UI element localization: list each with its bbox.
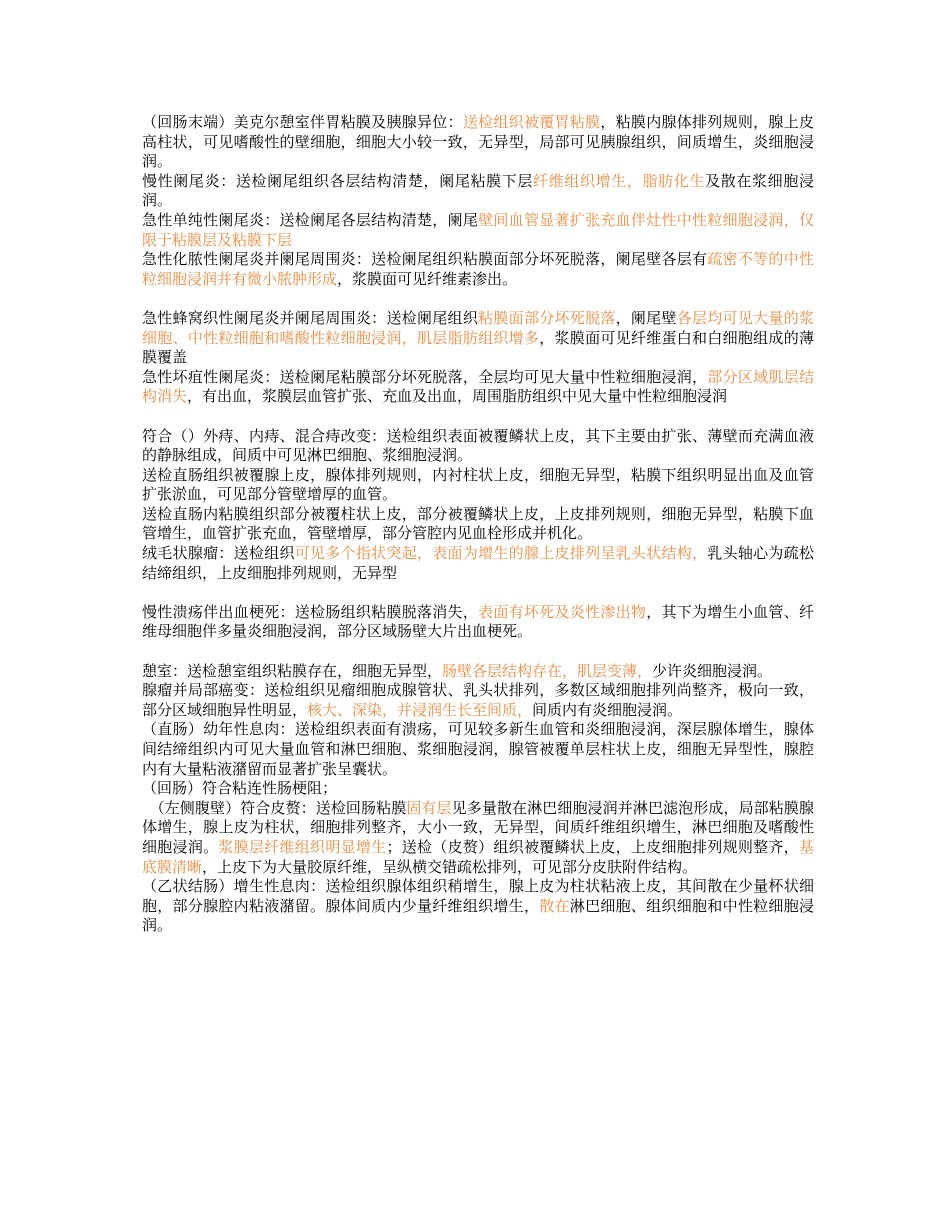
text-segment: 少许炎细胞浸润。: [652, 661, 773, 680]
text-segment: 乳头轴心为疏松结缔组织，上皮细胞排列规则，无异型: [142, 544, 814, 582]
highlighted-text: 纤维组织增生，脂肪化生: [533, 171, 706, 190]
text-segment: ，阑尾壁: [615, 308, 677, 327]
paragraph: [142, 368, 814, 407]
highlighted-text: 疏密不等的中性粒细胞浸润并有微小脓肿形成: [142, 250, 814, 288]
highlighted-text: 固有层: [406, 798, 452, 817]
paragraph: [142, 877, 814, 936]
highlighted-text: 表面有坏死及炎性渗出物: [478, 602, 647, 621]
highlighted-text: 浆膜层纤维组织明显增生: [218, 837, 387, 856]
paragraph: [142, 250, 814, 289]
text-segment: （直肠）幼年性息肉：送检组织表面有溃疡，可见较多新生血管和炎细胞浸润，深层腺体增生，腺体间结缔组织内可见大量血管和淋巴细胞、浆细胞浸润，腺管被覆单层柱状上皮，细胞无异型性，腺腔内有大量粘液潴留而显著扩张呈囊状。: [142, 720, 814, 778]
text-segment: 急性单纯性阑尾炎：送检阑尾各层结构清楚，阑尾: [142, 210, 479, 229]
text-segment: （回肠）符合粘连性肠梗阻；: [142, 779, 338, 798]
text-segment: ，上皮下为大量胶原纤维，呈纵横交错疏松排列，可见部分皮肤附件结构。: [202, 857, 698, 876]
text-segment: 送检直肠组织被覆腺上皮，腺体排列规则，内衬柱状上皮，细胞无异型，粘膜下组织明显出血及血管扩张淤血，可见部分管壁增厚的血管。: [142, 465, 814, 504]
paragraph: [142, 779, 814, 799]
text-segment: （左侧腹壁）符合皮赘：送检回肠粘膜: [142, 798, 407, 817]
text-segment: ，浆膜面可见纤维素渗出。: [337, 269, 518, 288]
text-segment: 慢性阑尾炎：送检阑尾组织各层结构清楚，阑尾粘膜下层: [142, 171, 534, 190]
highlighted-text: 送检组织被覆胃粘膜: [462, 113, 601, 131]
text-segment: 送检直肠内粘膜组织部分被覆柱状上皮，部分被覆鳞状上皮，上皮排列规则，细胞无异型，粘膜下血管增生，血管扩张充血，管壁增厚，部分管腔内见血栓形成并机化。: [142, 504, 814, 543]
paragraph-gap: [142, 407, 814, 427]
text-segment: 符合（）外痔、内痔、混合痔改变：送检组织表面被覆鳞状上皮，其下主要由扩张、薄壁而充满血液的静脉组成，间质中可见淋巴细胞、浆细胞浸润。: [142, 426, 814, 465]
text-segment: ，其下为增生小血管、纤维母细胞伴多量炎细胞浸润，部分区域肠壁大片出血梗死。: [142, 602, 814, 641]
text-segment: 急性化脓性阑尾炎并阑尾周围炎：送检阑尾组织粘膜面部分坏死脱落，阑尾壁各层有: [142, 250, 708, 269]
text-segment: 憩室：送检憩室组织粘膜存在，细胞无异型，: [142, 661, 443, 680]
paragraph: [142, 466, 814, 505]
paragraph: [142, 603, 814, 642]
highlighted-text: 可见多个指状突起，表面为增生的腺上皮排列呈乳头状结构，: [294, 544, 708, 563]
paragraph: [142, 113, 814, 172]
paragraph: [142, 799, 814, 877]
paragraph: [142, 211, 814, 250]
text-segment: 慢性溃疡伴出血梗死：送检肠组织粘膜脱落消失，: [142, 602, 479, 621]
paragraph: [142, 172, 814, 211]
text-segment: （回肠末端）美克尔憩室伴胃粘膜及胰腺异位：: [142, 113, 463, 131]
highlighted-text: 散在: [539, 896, 570, 915]
highlighted-text: 壁间血管显著扩张充血伴灶性中性粒细胞浸润，仅限于粘膜层及粘膜下层: [142, 210, 814, 249]
paragraph: [142, 662, 814, 682]
paragraph: [142, 720, 814, 779]
text-segment: ，有出血，浆膜层血管扩张、充血及出血，周围脂肪组织中见大量中性粒细胞浸润: [187, 387, 728, 406]
text-segment: 淋巴细胞、组织细胞和中性粒细胞浸润。: [142, 896, 814, 935]
highlighted-text: 核大、深染，并浸润生长至间质，: [307, 700, 533, 719]
text-segment: 急性蜂窝织性阑尾炎并阑尾周围炎：送检阑尾组织: [142, 308, 479, 327]
highlighted-text: 基底膜清晰: [142, 837, 814, 876]
document-body: [142, 113, 814, 936]
text-segment: 见多量散在淋巴细胞浸润并淋巴滤泡形成，局部粘膜腺体增生，腺上皮为柱状，细胞排列整齐，大小一致，无异型，间质纤维组织增生，淋巴细胞及嗜酸性细胞浸润。: [142, 798, 814, 856]
text-segment: ，粘膜内腺体排列规则，腺上皮高柱状，可见嗜酸性的壁细胞，细胞大小较一致，无异型，局部可见胰腺组织，间质增生，炎细胞浸润。: [142, 113, 814, 171]
highlighted-text: 肠壁各层结构存在，肌层变薄，: [442, 661, 653, 680]
text-segment: ，浆膜面可见纤维蛋白和白细胞组成的薄膜覆盖: [142, 328, 814, 367]
highlighted-text: 各层均可见大量的浆细胞、中性粒细胞和嗜酸性粒细胞浸润，肌层脂肪组织增多: [142, 308, 814, 347]
text-segment: 间质内有炎细胞浸润。: [532, 700, 683, 719]
paragraph-gap: [142, 583, 814, 603]
paragraph-gap: [142, 642, 814, 662]
text-segment: 急性坏疽性阑尾炎：送检阑尾粘膜部分坏死脱落，全层均可见大量中性粒细胞浸润，: [142, 367, 708, 386]
paragraph: [142, 427, 814, 466]
text-segment: 及散在浆细胞浸润。: [142, 171, 814, 210]
paragraph-gap: [142, 289, 814, 309]
text-segment: （乙状结肠）增生性息肉：送检组织腺体组织稍增生，腺上皮为柱状粘液上皮，其间散在少量杯状细胞，部分腺腔内粘液潴留。腺体间质内少量纤维组织增生，: [142, 877, 814, 915]
paragraph: [142, 681, 814, 720]
text-segment: 绒毛状腺瘤：送检组织: [142, 544, 295, 563]
highlighted-text: 部分区域肌层结构消失: [142, 367, 814, 406]
paragraph: [142, 309, 814, 368]
paragraph: [142, 544, 814, 583]
highlighted-text: 粘膜面部分坏死脱落: [478, 308, 616, 327]
text-segment: ；送检（皮赘）组织被覆鳞状上皮，上皮细胞排列规则整齐，: [386, 837, 799, 856]
text-segment: 腺瘤并局部癌变：送检组织见瘤细胞成腺管状、乳头状排列，多数区域细胞排列尚整齐，极向一致，部分区域细胞异性明显，: [142, 681, 814, 719]
paragraph: [142, 505, 814, 544]
